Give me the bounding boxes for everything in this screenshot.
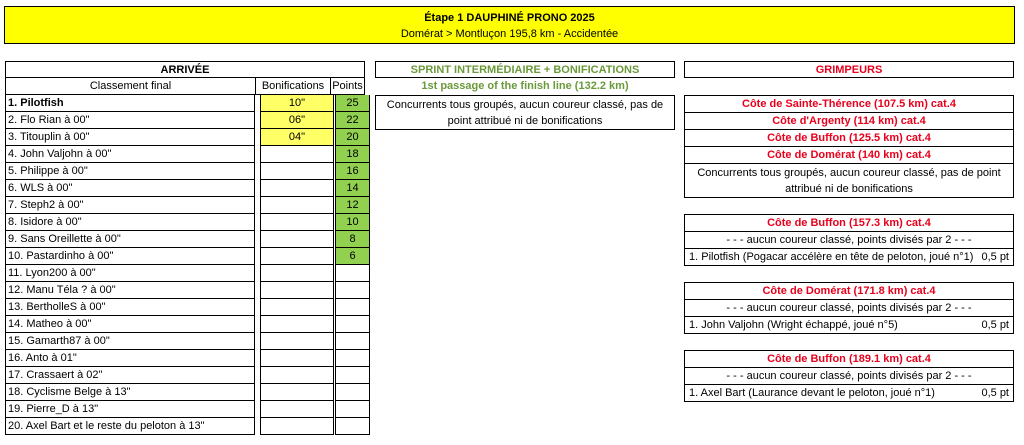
table-row xyxy=(5,333,370,350)
table-row xyxy=(5,146,370,163)
rider-points: 8 xyxy=(335,231,370,248)
cote-result xyxy=(685,317,1013,334)
cote-item: Côte d'Argenty (114 km) cat.4 xyxy=(685,113,1013,130)
table-row xyxy=(5,180,370,197)
rider-points xyxy=(335,418,370,435)
grimpeurs-group3 xyxy=(684,282,1014,334)
grimpeurs-group2 xyxy=(684,214,1014,266)
rider-bonification xyxy=(260,384,334,401)
table-row xyxy=(5,401,370,418)
table-row xyxy=(5,350,370,367)
rider-name: 7. Steph2 à 00" xyxy=(5,197,255,214)
cote-item: Côte de Domérat (140 km) cat.4 xyxy=(685,147,1013,164)
col-bonifications-header: Bonifications xyxy=(255,77,331,95)
arrivee-header-row xyxy=(5,77,365,95)
rider-bonification xyxy=(260,180,334,197)
rider-points xyxy=(335,401,370,418)
col-points-header: Points xyxy=(330,77,365,95)
cote-item: Côte de Buffon (157.3 km) cat.4 xyxy=(685,215,1013,232)
cote-result xyxy=(685,249,1013,266)
rider-name: 6. WLS à 00" xyxy=(5,180,255,197)
rider-points: 25 xyxy=(335,95,370,112)
table-row xyxy=(5,129,370,146)
sprint-result-box xyxy=(375,95,675,130)
rider-name: 13. BertholleS à 00" xyxy=(5,299,255,316)
rider-points xyxy=(335,282,370,299)
rider-bonification: 10" xyxy=(260,95,334,112)
rider-points xyxy=(335,333,370,350)
rider-name: 16. Anto à 01" xyxy=(5,350,255,367)
cote-result-points: 0,5 pt xyxy=(981,387,1009,399)
rider-name: 2. Flo Rian à 00" xyxy=(5,112,255,129)
rider-points: 18 xyxy=(335,146,370,163)
rider-bonification xyxy=(260,282,334,299)
grimpeurs-group1 xyxy=(684,95,1014,198)
rider-bonification xyxy=(260,299,334,316)
rider-name: 19. Pierre_D à 13" xyxy=(5,401,255,418)
rider-bonification xyxy=(260,333,334,350)
rider-bonification xyxy=(260,367,334,384)
rider-bonification xyxy=(260,197,334,214)
cote-item: Côte de Domérat (171.8 km) cat.4 xyxy=(685,283,1013,300)
sprint-subtitle: 1st passage of the finish line (132.2 km) xyxy=(421,80,629,92)
rider-bonification xyxy=(260,214,334,231)
rider-points: 12 xyxy=(335,197,370,214)
table-row xyxy=(5,367,370,384)
grimpeurs-group4 xyxy=(684,350,1014,402)
rider-bonification: 04" xyxy=(260,129,334,146)
cote-result-name: 1. Axel Bart (Laurance devant le peloton, joué n°1) xyxy=(689,387,935,399)
stage-subtitle: Domérat > Montluçon 195,8 km - Accidentée xyxy=(400,28,619,40)
stage-title: Étape 1 DAUPHINÉ PRONO 2025 xyxy=(424,12,595,24)
rider-name: 10. Pastardinho à 00" xyxy=(5,248,255,265)
rider-name: 11. Lyon200 à 00" xyxy=(5,265,255,282)
rider-points xyxy=(335,367,370,384)
col-classement-header: Classement final xyxy=(5,77,256,95)
rider-name: 8. Isidore à 00" xyxy=(5,214,255,231)
rider-points xyxy=(335,384,370,401)
rider-points: 14 xyxy=(335,180,370,197)
rider-bonification xyxy=(260,265,334,282)
rider-points: 16 xyxy=(335,163,370,180)
sprint-text-line2: point attribué ni de bonifications xyxy=(447,115,603,127)
cote-note: - - - aucun coureur classé, points divisés par 2 - - - xyxy=(685,232,1013,249)
rider-bonification xyxy=(260,418,334,435)
rider-points xyxy=(335,316,370,333)
cote-result xyxy=(685,385,1013,402)
cote-result-points: 0,5 pt xyxy=(981,319,1009,331)
rider-points: 6 xyxy=(335,248,370,265)
rider-bonification xyxy=(260,401,334,418)
rider-bonification xyxy=(260,248,334,265)
rider-bonification: 06" xyxy=(260,112,334,129)
rider-name: 15. Gamarth87 à 00" xyxy=(5,333,255,350)
table-row xyxy=(5,95,370,112)
rider-bonification xyxy=(260,231,334,248)
rider-bonification xyxy=(260,146,334,163)
table-row xyxy=(5,265,370,282)
table-row xyxy=(5,384,370,401)
rider-name: 9. Sans Oreillette à 00" xyxy=(5,231,255,248)
stage-header xyxy=(4,6,1015,44)
table-row xyxy=(5,197,370,214)
cote-item: Côte de Buffon (125.5 km) cat.4 xyxy=(685,130,1013,147)
rider-bonification xyxy=(260,163,334,180)
cote-note: - - - aucun coureur classé, points divisés par 2 - - - xyxy=(685,300,1013,317)
sprint-title: SPRINT INTERMÉDIAIRE + BONIFICATIONS xyxy=(375,61,675,78)
rider-bonification xyxy=(260,350,334,367)
cote-item: Côte de Buffon (189.1 km) cat.4 xyxy=(685,351,1013,368)
grimpeurs-group1-text2: attribué ni de bonifications xyxy=(785,183,913,195)
table-row xyxy=(5,112,370,129)
rider-name: 1. Pilotfish xyxy=(5,95,255,112)
rider-points: 20 xyxy=(335,129,370,146)
cote-result-points: 0,5 pt xyxy=(981,251,1009,263)
cote-item: Côte de Sainte-Thérence (107.5 km) cat.4 xyxy=(685,96,1013,113)
rider-name: 3. Titouplin à 00" xyxy=(5,129,255,146)
table-row xyxy=(5,163,370,180)
rider-points xyxy=(335,299,370,316)
rider-name: 17. Crassaert à 02" xyxy=(5,367,255,384)
rider-name: 18. Cyclisme Belge à 13" xyxy=(5,384,255,401)
rider-name: 14. Matheo à 00" xyxy=(5,316,255,333)
arrivee-title: ARRIVÉE xyxy=(5,61,365,78)
cote-result-name: 1. Pilotfish (Pogacar accélère en tête de peloton, joué n°1) xyxy=(689,251,974,263)
grimpeurs-group1-text1: Concurrents tous groupés, aucun coureur classé, pas de point xyxy=(697,167,1001,179)
grimpeurs-title: GRIMPEURS xyxy=(684,61,1014,78)
rider-bonification xyxy=(260,316,334,333)
cote-result-name: 1. John Valjohn (Wright échappé, joué n°5) xyxy=(689,319,898,331)
table-row xyxy=(5,231,370,248)
sprint-text-line1: Concurrents tous groupés, aucun coureur classé, pas de xyxy=(386,99,664,111)
rider-name: 20. Axel Bart et le reste du peloton à 13" xyxy=(5,418,255,435)
cote-note: - - - aucun coureur classé, points divisés par 2 - - - xyxy=(685,368,1013,385)
rider-name: 12. Manu Téla ? à 00" xyxy=(5,282,255,299)
table-row xyxy=(5,248,370,265)
rider-points: 10 xyxy=(335,214,370,231)
rider-name: 5. Philippe à 00" xyxy=(5,163,255,180)
table-row xyxy=(5,299,370,316)
table-row xyxy=(5,418,370,435)
rider-points xyxy=(335,350,370,367)
rider-name: 4. John Valjohn à 00" xyxy=(5,146,255,163)
rider-points: 22 xyxy=(335,112,370,129)
table-row xyxy=(5,282,370,299)
rider-points xyxy=(335,265,370,282)
table-row xyxy=(5,316,370,333)
table-row xyxy=(5,214,370,231)
